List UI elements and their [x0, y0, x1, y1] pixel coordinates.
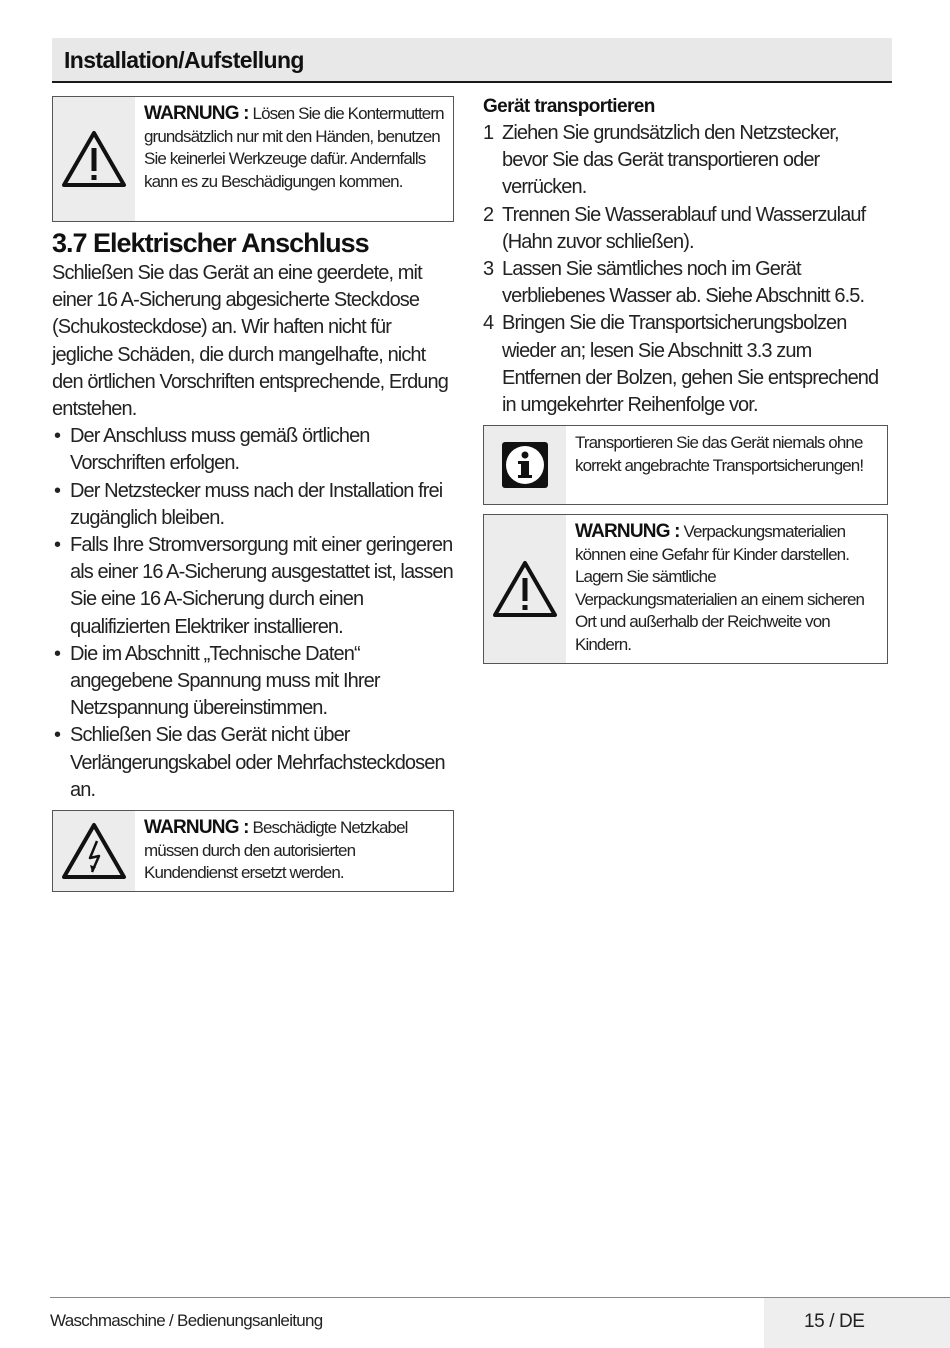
warning-icon-cell [53, 811, 135, 891]
page-number: 15 / DE [804, 1311, 865, 1332]
step-text: Lassen Sie sämtliches noch im Gerät verbliebenes Wasser ab. Siehe Abschnitt 6.5. [502, 258, 865, 308]
list-item: • Schließen Sie das Gerät nicht über Verlängerungskabel oder Mehrfachsteckdosen an. [52, 722, 454, 804]
warning-label: WARNUNG : [575, 521, 680, 543]
step-number: 4 [483, 312, 494, 335]
page-title: Installation/Aufstellung [64, 47, 304, 73]
list-item [483, 256, 888, 310]
info-box-transport [483, 425, 888, 505]
electrical-bullet-list [52, 423, 454, 804]
step-number: 2 [483, 203, 494, 226]
step-number: 1 [483, 122, 494, 144]
step-number: 3 [483, 258, 494, 281]
info-text: Transportieren Sie das Gerät niemals ohne korrekt angebrachte Transportsicherungen! [575, 433, 864, 475]
list-item: • Der Anschluss muss gemäß örtlichen Vorschriften erfolgen. [52, 423, 454, 477]
right-column [483, 94, 888, 664]
warning-label: WARNUNG : [144, 817, 249, 839]
info-icon [500, 440, 550, 490]
warning-text [135, 97, 453, 221]
footer-document-title: Waschmaschine / Bedienungsanleitung [50, 1311, 323, 1330]
warning-triangle-icon [61, 129, 127, 189]
electric-hazard-icon [61, 821, 127, 881]
subsection-title-transport: Gerät transportieren [483, 96, 655, 117]
warning-icon-cell [484, 515, 566, 663]
list-item [483, 120, 888, 202]
transport-steps-list [483, 120, 888, 419]
list-item: • Falls Ihre Stromversorgung mit einer geringeren als einer 16 A-Sicherung ausgestattet ist, lassen Sie eine 16 A-Sicherung durch einen qualifizierten Elektriker installieren. [52, 532, 454, 641]
warning-box-packaging [483, 514, 888, 664]
warning-message: Beschädigte Netzkabel müssen durch den autorisierten Kundendienst ersetzt werden. [144, 818, 408, 883]
warning-message: Verpackungsmaterialien können eine Gefahr für Kinder darstellen. Lagern Sie sämtliche Verpackungsmaterialien an einem sicheren Ort und außerhalb der Reichweite von Kindern. [575, 522, 865, 654]
warning-text [566, 515, 887, 663]
list-item: • Der Netzstecker muss nach der Installation frei zugänglich bleiben. [52, 478, 454, 532]
info-icon-cell [484, 426, 566, 504]
warning-box-power-cable [52, 810, 454, 892]
list-item: • Die im Abschnitt „Technische Daten“ angegebene Spannung muss mit Ihrer Netzspannung übereinstimmen. [52, 641, 454, 723]
warning-label: WARNUNG : [144, 103, 249, 124]
warning-text [135, 811, 453, 891]
section-header-bar [52, 38, 892, 83]
section-title-electrical: 3.7 Elektrischer Anschluss [52, 228, 369, 258]
step-text: Bringen Sie die Transportsicherungsbolzen wieder an; lesen Sie Abschnitt 3.3 zum Entfernen der Bolzen, gehen Sie entsprechend in umgekehrter Reihenfolge vor. [502, 312, 879, 417]
warning-message: Lösen Sie die Kontermuttern grundsätzlich nur mit den Händen, benutzen Sie keinerlei Werkzeuge dafür. Andernfalls kann es zu Beschädigungen kommen. [144, 104, 444, 191]
list-item [483, 202, 888, 256]
warning-triangle-icon [492, 559, 558, 619]
list-item [483, 310, 888, 419]
warning-box-locknuts [52, 96, 454, 222]
electrical-intro-paragraph: Schließen Sie das Gerät an eine geerdete, mit einer 16 A-Sicherung abgesicherte Steckdose (Schukosteckdose) an. Wir haften nicht für jegliche Schäden, die durch mangelhafte, nicht den örtlichen Vorschriften entsprechende, Erdung entstehen. [52, 262, 448, 421]
step-text: Trennen Sie Wasserablauf und Wasserzulauf (Hahn zuvor schließen). [502, 203, 866, 253]
footer-page-box [764, 1298, 950, 1348]
warning-icon-cell [53, 97, 135, 221]
step-text: Ziehen Sie grundsätzlich den Netzstecker, bevor Sie das Gerät transportieren oder verrücken. [502, 122, 839, 199]
left-column [52, 96, 454, 892]
